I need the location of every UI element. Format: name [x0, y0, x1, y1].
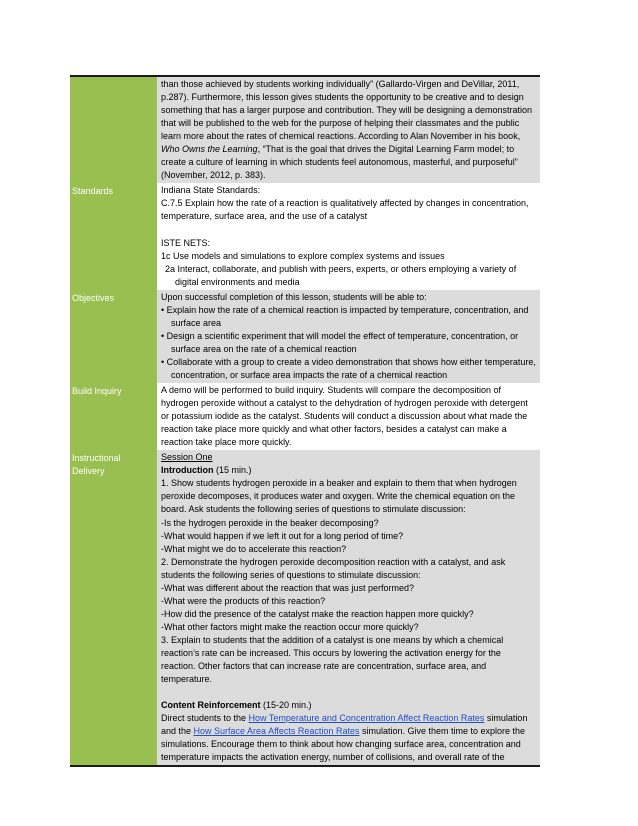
session-heading: Session One: [161, 452, 213, 463]
delivery-line: 3. Explain to students that the addition of a catalyst is one means by which a chemical reaction’s rate can be increased. This occurs by lowering the activation energy for the reaction. Other factors that can increase rate are concentration, surface area, and temperature.: [161, 634, 504, 685]
objective-bullet: • Explain how the rate of a chemical reaction is impacted by temperature, concentration, and surface area: [161, 304, 529, 328]
standard-item: 2a Interact, collaborate, and publish with peers, experts, or others employing a variety of digital environments and media: [165, 263, 517, 287]
delivery-line: 1. Show students hydrogen peroxide in a beaker and explain to them that when hydrogen peroxide decomposes, it produces water and oxygen. Write the chemical equation on the board. Ask students the following series of questions to stimulate discussion:: [161, 478, 517, 515]
row-content-standards: [157, 183, 540, 289]
row-continuation: [70, 77, 540, 183]
row-content: [157, 77, 540, 183]
surface-area-simulation-link[interactable]: How Surface Area Affects Reaction Rates: [193, 726, 360, 737]
lesson-plan-table: [70, 75, 540, 767]
content-reinforcement-heading: Content Reinforcement (15-20 min.): [161, 700, 312, 711]
standards-heading: ISTE NETS:: [161, 237, 211, 248]
text-line: create a culture of learning in which students feel autonomous, masterful, and purposeful”: [161, 157, 518, 168]
text-fragment: , “That is the goal that drives the Digital Learning Farm model; to: [257, 144, 515, 155]
delivery-line: -What might we do to accelerate this reaction?: [161, 543, 347, 554]
row-label: [70, 77, 157, 183]
row-objectives: [70, 290, 540, 383]
temperature-concentration-simulation-link[interactable]: How Temperature and Concentration Affect Reaction Rates: [248, 713, 485, 724]
text-line: learn more about the rates of chemical reactions. According to Alan November in his book,: [161, 131, 521, 142]
objective-bullet: • Design a scientific experiment that will model the effect of temperature, concentration, or surface area on the rate of a chemical reaction: [161, 330, 519, 354]
row-build-inquiry: [70, 383, 540, 450]
row-instructional-delivery: [70, 450, 540, 765]
row-content-build-inquiry: [157, 383, 540, 450]
text-line: [161, 143, 536, 156]
content-reinforcement-text: Direct students to the How Temperature and Concentration Affect Reaction Rates simulation and the How Surface Area Affects Reaction Rates simulation. Give them time to explore the simulations. Encourage them to think about how changing surface area, concentration and temperature impacts the activation energy, number of collisions, and overall rate of the: [161, 713, 528, 763]
book-title: Who Owns the Learning: [161, 144, 258, 155]
text-line: than those achieved by students working individually” (Gallardo-Virgen and DeVillar, 2011,: [161, 79, 520, 89]
objective-bullet: • Collaborate with a group to create a video demonstration that shows how either temperature, concentration, or surface area impacts the rate of a chemical reaction: [161, 356, 536, 380]
text-line: that will be published to the web for the purpose of helping their classmates and the public: [161, 118, 520, 129]
text-line: p.287). Furthermore, this lesson gives students the opportunity to be creative and to design: [161, 92, 524, 103]
standards-heading: Indiana State Standards:: [161, 185, 261, 196]
delivery-line: -How did the presence of the catalyst make the reaction happen more quickly?: [161, 608, 474, 619]
row-content-objectives: [157, 290, 540, 383]
row-label-instructional-delivery: Instructional Delivery: [70, 450, 157, 765]
objectives-lead: Upon successful completion of this lesson, students will be able to:: [161, 291, 427, 302]
text-line: (November, 2012, p. 383).: [161, 170, 266, 181]
delivery-line: -What were the products of this reaction?: [161, 595, 326, 606]
standard-item: C.7.5 Explain how the rate of a reaction is qualitatively affected by changes in concentration, temperature, surface area, and the use of a catalyst: [161, 198, 529, 222]
row-label-objectives: Objectives: [70, 290, 157, 383]
row-standards: [70, 183, 540, 289]
build-inquiry-text: A demo will be performed to build inquiry. Students will compare the decomposition of hydrogen peroxide without a catalyst to the dehydration of hydrogen peroxide with detergent or potassium iodide as the catalyst. Students will conduct a discussion about what made the reaction take place more quickly and what other factors, besides a catalyst can make a reaction take place more quickly.: [161, 385, 528, 448]
delivery-line: 2. Demonstrate the hydrogen peroxide decomposition reaction with a catalyst, and ask students the following series of questions to stimulate discussion:: [161, 556, 506, 580]
row-label-standards: Standards: [70, 183, 157, 289]
row-label-build-inquiry: Build Inquiry: [70, 383, 157, 450]
delivery-line: -What was different about the reaction that was just performed?: [161, 582, 414, 593]
delivery-line: -What would happen if we left it out for a long period of time?: [161, 530, 404, 541]
row-content-instructional-delivery: [157, 450, 540, 765]
delivery-line: -What other factors might make the reaction occur more quickly?: [161, 621, 419, 632]
delivery-line: -Is the hydrogen peroxide in the beaker decomposing?: [161, 517, 379, 528]
introduction-heading: Introduction (15 min.): [161, 465, 252, 476]
text-line: something that has a larger purpose and contribution. They will be designing a demonstration: [161, 105, 533, 116]
standard-item: 1c Use models and simulations to explore complex systems and issues: [161, 250, 445, 261]
